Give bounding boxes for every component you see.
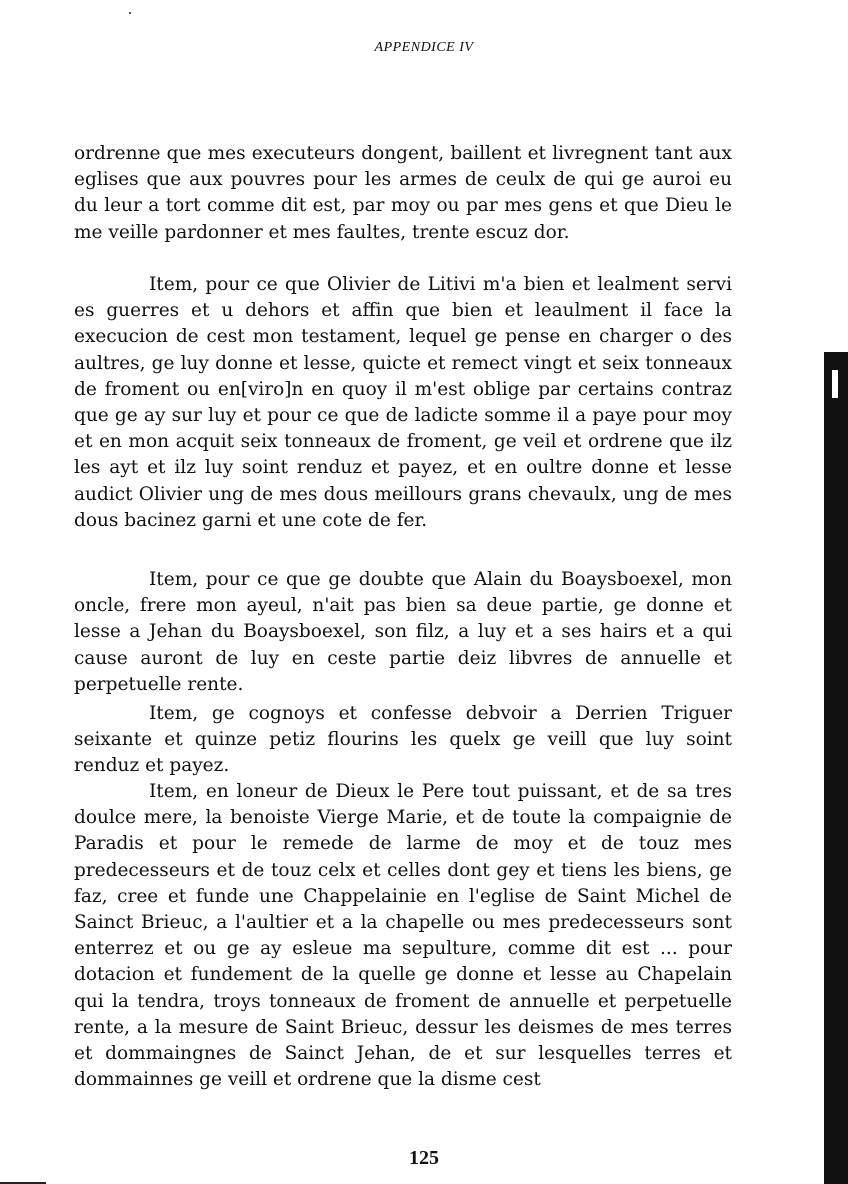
running-header: APPENDICE IV xyxy=(374,40,474,55)
paragraph-3: Item, pour ce que ge doubte que Alain du Boaysboexel, mon oncle, frere mon ayeul, n'ait pas bien sa deue partie, ge donne et lesse a Jehan du Boaysboexel, son filz, a luy et a ses hairs et a qui cause auront de luy en ceste partie deiz libvres de annuelle et perpetuelle rente. xyxy=(74,569,732,695)
paragraph-5: Item, en loneur de Dieux le Pere tout puissant, et de sa tres doulce mere, la benoiste Vierge Marie, et de toute la compaignie de Paradis et pour le remede de larme de moy et de touz mes predecesseurs et de touz celx et celles dont gey et tiens les biens, ge faz, cree et funde une Chappelainie en l'eglise de Saint Michel de Sainct Brieuc, a l'aultier et a la chapelle ou mes predecesseurs sont enterrez et ou ge ay esleue ma sepulture, comme dit est ... pour dotacion et fundement de la quelle ge donne et lesse au Chapelain qui la tendra, troys tonneaux de froment de annuelle et perpetuelle rente, a la mesure de Saint Brieuc, dessur les deismes de mes terres et dommaingnes de Sainct Jehan, de et sur lesquelles terres et dommainnes ge veill et ordrene que la disme cest xyxy=(74,781,732,1091)
scan-edge-notch xyxy=(832,370,838,398)
paragraph-2: Item, pour ce que Olivier de Litivi m'a bien et lealment servi es guerres et u dehors et affin que bien et leaulment il face la execucion de cest mon testament, lequel ge pense en charger o des aultres, ge luy donne et lesse, quicte et remect vingt et seix tonneaux de froment ou en[viro]n en quoy il m'est oblige par certains contraz que ge ay sur luy et pour ce que de ladicte somme il a paye pour moy et en mon acquit seix tonneaux de froment, ge veil et ordrene que ilz les ayt et ilz luy soint renduz et payez, et en oultre donne et lesse audict Olivier ung de mes dous meillours grans chevaulx, ung de mes dous bacinez garni et une cote de fer. xyxy=(74,274,732,531)
page-number: 125 xyxy=(409,1147,439,1169)
scan-speck xyxy=(129,12,131,14)
paragraph-1: ordrenne que mes executeurs dongent, baillent et livregnent tant aux eglises que aux pouvres pour les armes de ceulx de qui ge auroi eu du leur a tort comme dit est, par moy ou par mes gens et que Dieu le me veille pardonner et mes faultes, trente escuz dor. xyxy=(74,143,732,243)
paragraph-4: Item, ge cognoys et confesse debvoir a Derrien Triguer seixante et quinze petiz flourins les quelx ge veill que luy soint renduz et payez. xyxy=(74,703,732,777)
scan-edge-shadow xyxy=(824,352,848,1184)
